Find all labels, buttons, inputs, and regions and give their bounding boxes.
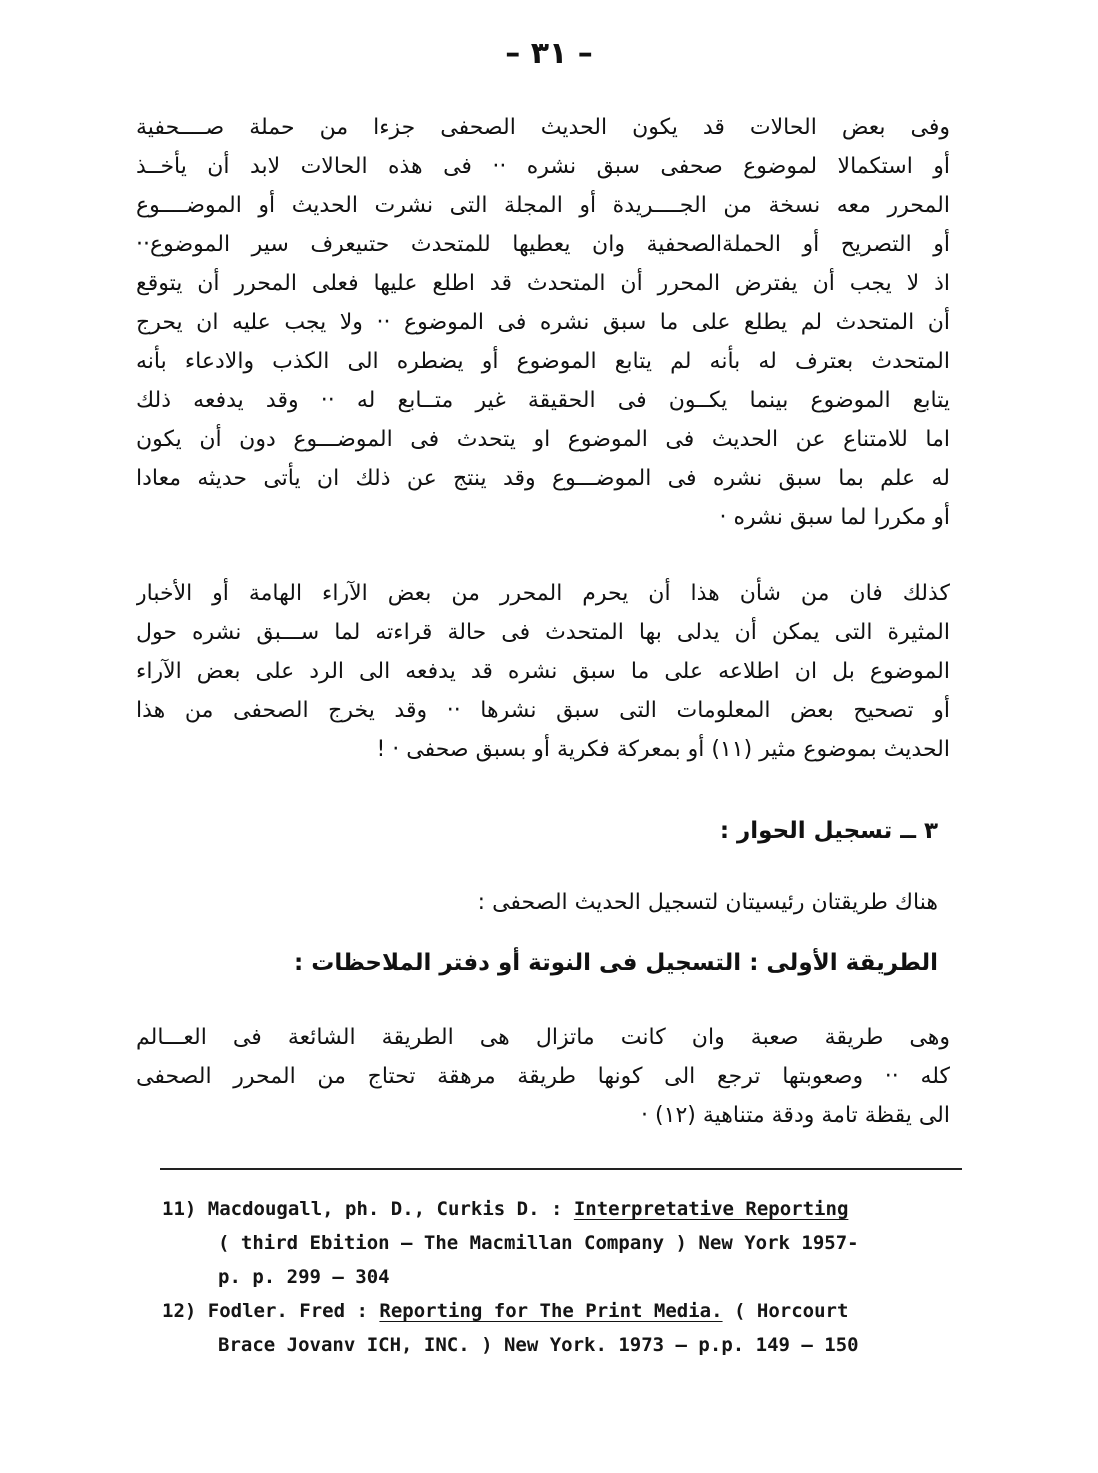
- text-line: كله ·· وصعوبتها ترجع الى كونها طريقة مرهقة تحتاج من المحرر الصحفى: [136, 1064, 950, 1089]
- text-line: أو استكمالا لموضوع صحفى سبق نشره ·· فى هذه الحالات لابد أن يأخــذ: [136, 154, 950, 179]
- text-line: الحديث بموضوع مثير (١١) أو بمعركة فكرية أو بسبق صحفى · !: [376, 737, 950, 762]
- text-line: أن المتحدث لم يطلع على ما سبق نشره فى الموضوع ·· ولا يجب عليه ان يحرج: [136, 310, 950, 335]
- page-number: – ٣١ –: [505, 36, 593, 71]
- paragraph-1: [136, 108, 950, 537]
- text-line: وهى طريقة صعبة وان كانت ماتزال هى الطريقة الشائعة فى العـــالم: [136, 1025, 950, 1050]
- footnote-authors: Fodler. Fred :: [207, 1300, 368, 1322]
- section-heading: ٣ ــ تسجيل الحوار :: [719, 818, 938, 844]
- method-heading: الطريقة الأولى : التسجيل فى النوتة أو دفتر الملاحظات :: [294, 950, 938, 976]
- text-line: وفى بعض الحالات قد يكون الحديث الصحفى جزءا من حملة صــــحفية: [136, 115, 950, 140]
- text-line: كذلك فان من شأن هذا أن يحرم المحرر من بعض الآراء الهامة أو الأخبار: [136, 581, 950, 606]
- footnotes: [162, 1192, 962, 1362]
- section-intro: هناك طريقتان رئيسيتان لتسجيل الحديث الصحفى :: [477, 890, 938, 915]
- footnote-11: [162, 1192, 962, 1226]
- text-line: المتحدث بعترف له بأنه لم يتابع الموضوع أو يضطره الى الكذب والادعاء بأنه: [136, 349, 950, 374]
- footnote-11-line-3: p. p. 299 — 304: [218, 1266, 390, 1288]
- footnote-title: Interpretative Reporting: [573, 1198, 849, 1220]
- footnote-number: 12): [162, 1300, 197, 1322]
- footnote-divider: [160, 1168, 962, 1170]
- text-line: اما للامتناع عن الحديث فى الموضوع او يتحدث فى الموضـــوع دون أن يكون: [136, 427, 950, 452]
- text-line: المثيرة التى يمكن أن يدلى بها المتحدث فى حالة قراءته لما ســـبق نشره حول: [136, 620, 950, 645]
- paragraph-3: [136, 1018, 950, 1135]
- text-line: له علم بما سبق نشره فى الموضـــوع وقد ينتج عن ذلك ان يأتى حديثه معادا: [136, 466, 950, 491]
- footnote-11-line-2: ( third Ebition — The Macmillan Company ) New York 1957-: [218, 1232, 859, 1254]
- text-line: يتابع الموضوع بينما يكــون فى الحقيقة غير متــابع له ·· وقد يدفعه ذلك: [136, 388, 950, 413]
- text-line: أو مكررا لما سبق نشره ·: [719, 505, 950, 530]
- footnote-publisher: ( Horcourt: [734, 1300, 849, 1322]
- footnote-title: Reporting for The Print Media.: [379, 1300, 723, 1322]
- paragraph-2: [136, 574, 950, 769]
- footnote-12-line-2: Brace Jovanv ICH, INC. ) New York. 1973 — p.p. 149 — 150: [218, 1334, 859, 1356]
- footnote-12: [162, 1294, 962, 1328]
- text-line: أو تصحيح بعض المعلومات التى سبق نشرها ·· وقد يخرج الصحفى من هذا: [136, 698, 950, 723]
- text-line: الى يقظة تامة ودقة متناهية (١٢) ·: [641, 1103, 950, 1128]
- text-line: اذ لا يجب أن يفترض المحرر أن المتحدث قد اطلع عليها فعلى المحرر أن يتوقع: [136, 271, 950, 296]
- footnote-authors: Macdougall, ph. D., Curkis D. :: [207, 1198, 563, 1220]
- footnote-number: 11): [162, 1198, 197, 1220]
- text-line: المحرر معه نسخة من الجــــريدة أو المجلة التى نشرت الحديث أو الموضــــوع: [136, 193, 950, 218]
- text-line: أو التصريح أو الحملةالصحفية وان يعطيها للمتحدث حتىيعرف سير الموضوع··: [136, 232, 950, 257]
- text-line: الموضوع بل ان اطلاعه على ما سبق نشره قد يدفعه الى الرد على بعض الآراء: [136, 659, 950, 684]
